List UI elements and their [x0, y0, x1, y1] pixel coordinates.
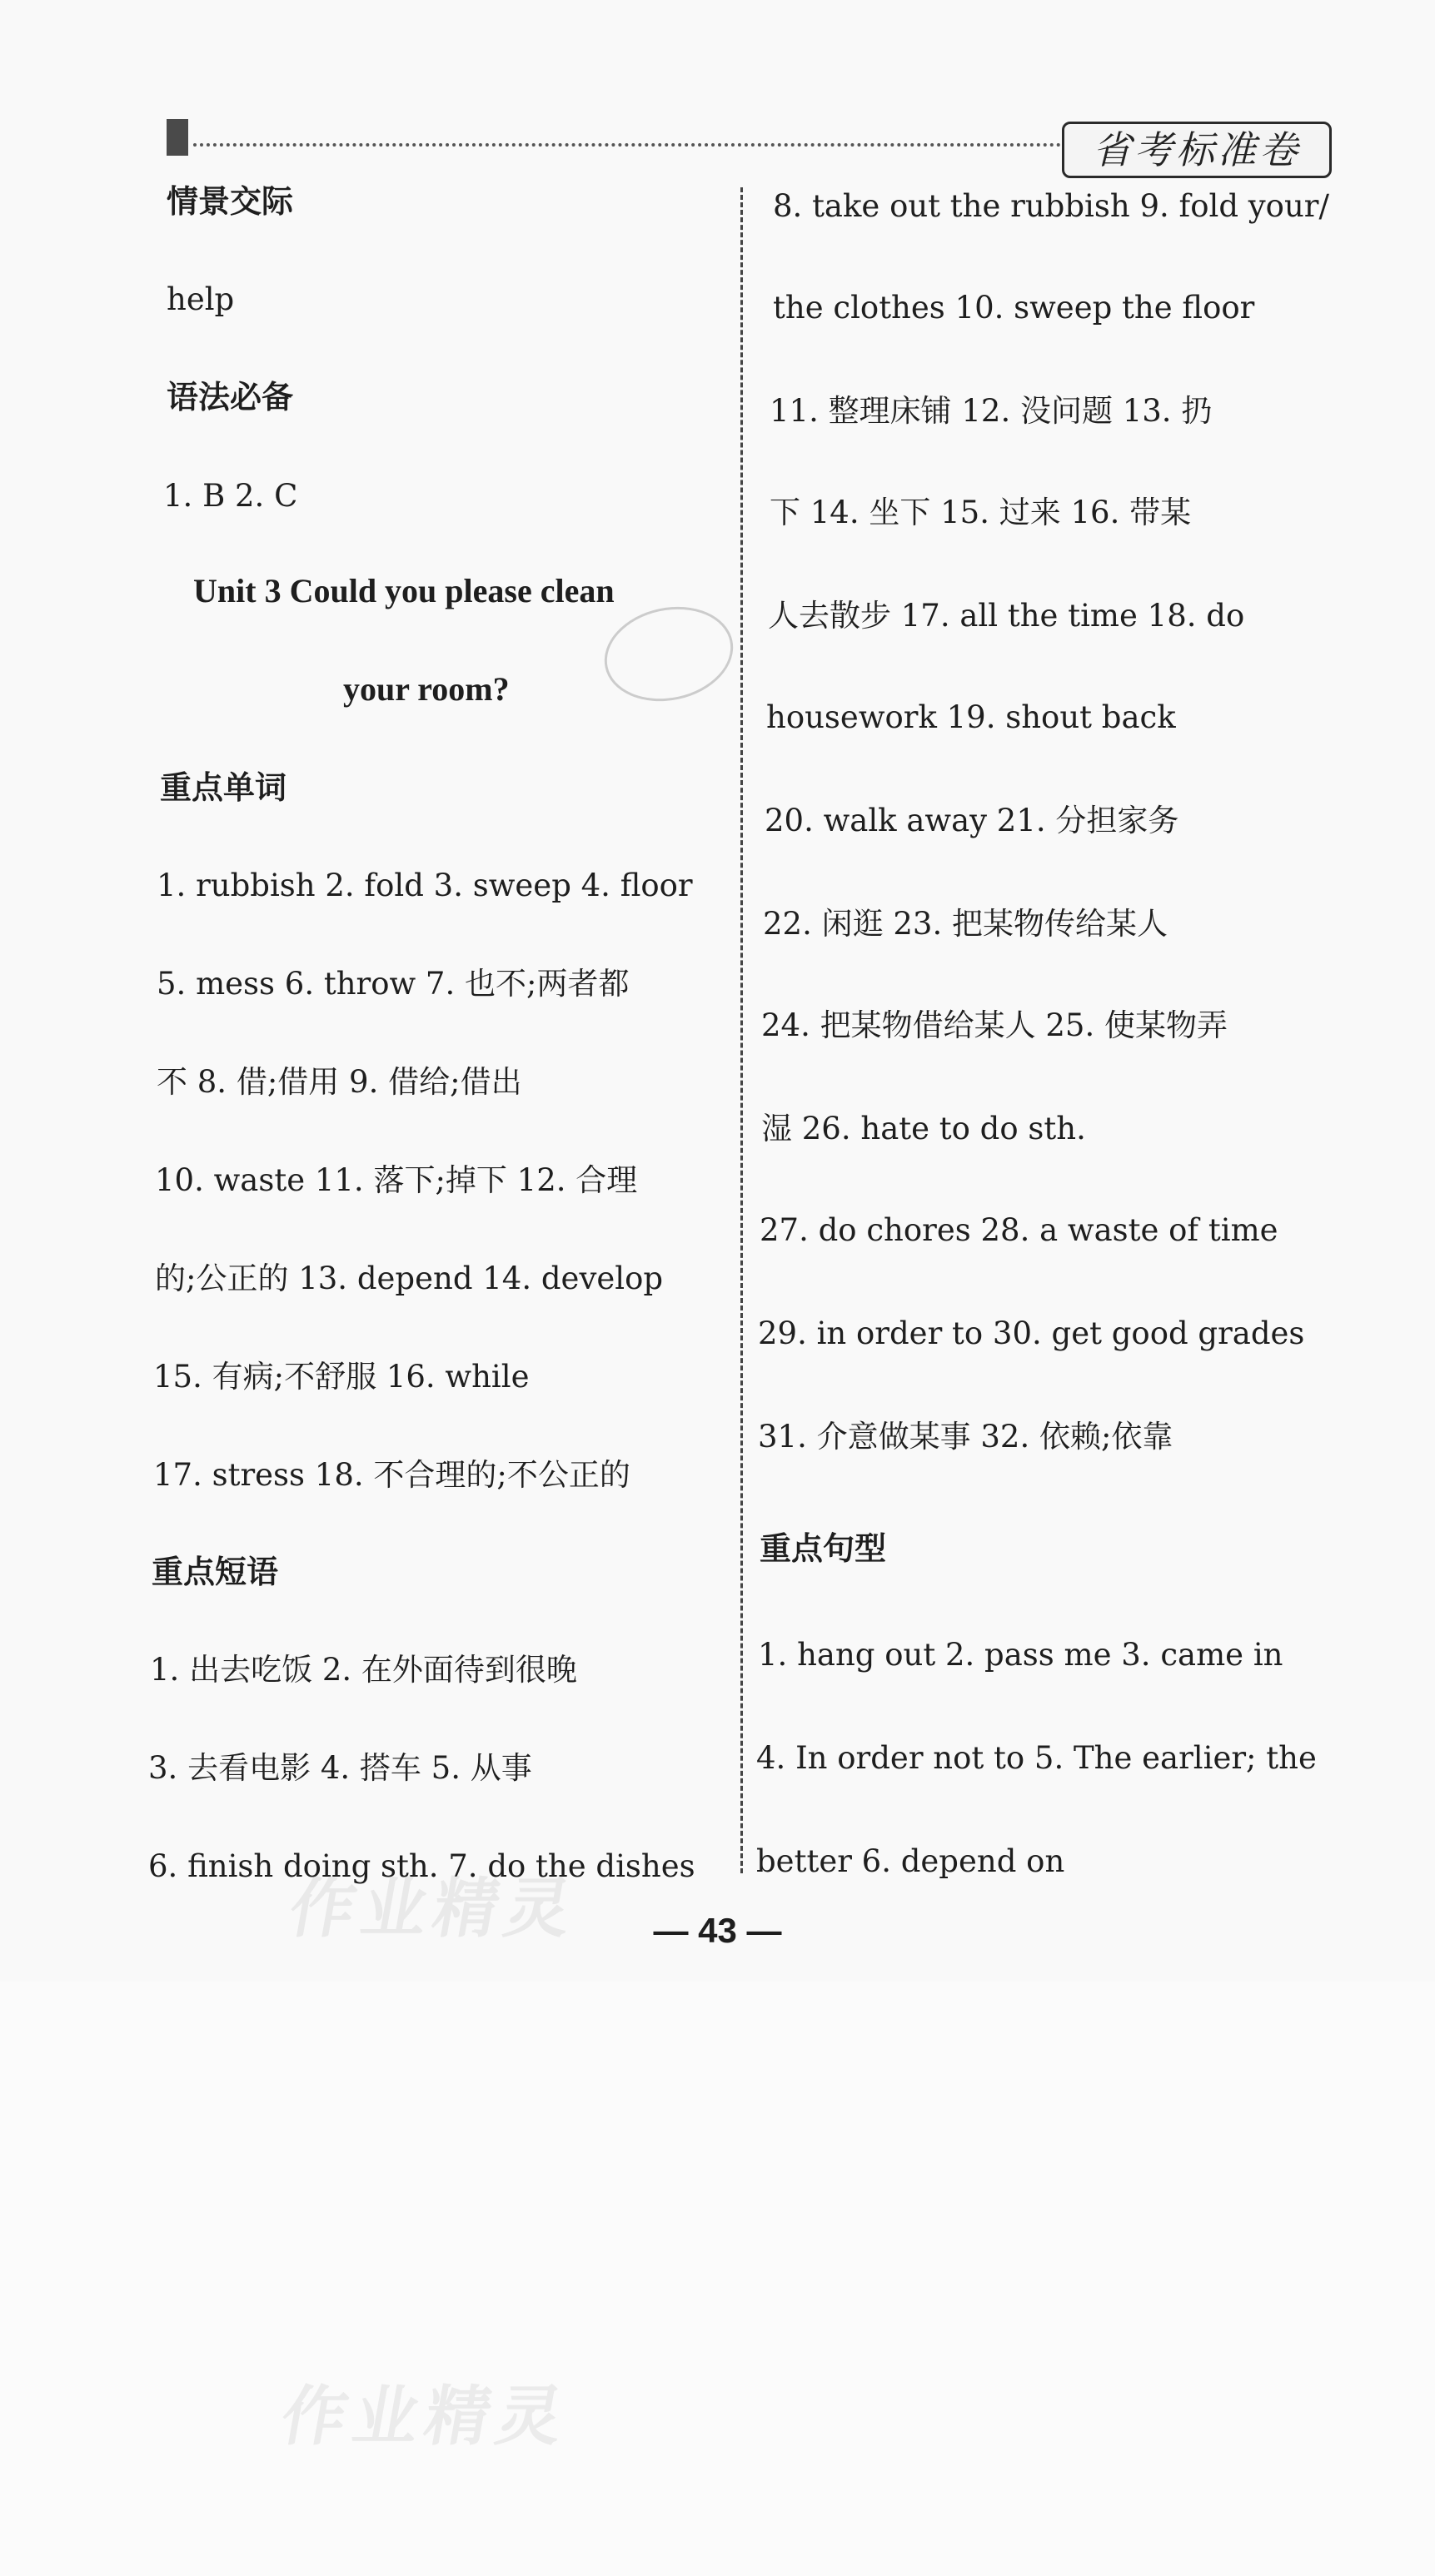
header-dotted-rule	[193, 143, 1068, 147]
section-heading: 语法必备	[167, 379, 294, 415]
answer-line: 24. 把某物借给某人 25. 使某物弄	[761, 1007, 1228, 1043]
header-marker	[167, 119, 188, 156]
answer-line: better 6. depend on	[756, 1843, 1065, 1879]
answer-line: 的;公正的 13. depend 14. develop	[155, 1261, 664, 1296]
answer-line: 3. 去看电影 4. 搭车 5. 从事	[148, 1750, 532, 1786]
section-heading: 情景交际	[167, 183, 294, 220]
answer-line: 1. rubbish 2. fold 3. sweep 4. floor	[157, 868, 693, 903]
unit-title-cont: your room?	[343, 670, 510, 708]
answer-line: 6. finish doing sth. 7. do the dishes	[148, 1848, 695, 1884]
answer-line: 5. mess 6. throw 7. 也不;两者都	[157, 966, 630, 1002]
answer-line: 1. B 2. C	[163, 478, 298, 514]
answer-line: 27. do chores 28. a waste of time	[760, 1212, 1278, 1248]
unit-title: Unit 3 Could you please clean	[193, 572, 615, 609]
section-heading: 重点句型	[760, 1530, 887, 1567]
section-heading: 重点单词	[160, 769, 287, 806]
answer-line: 1. hang out 2. pass me 3. came in	[758, 1637, 1283, 1673]
answer-line: 22. 闲逛 23. 把某物传给某人	[763, 906, 1168, 942]
answer-line: 17. stress 18. 不合理的;不公正的	[153, 1457, 630, 1493]
watermark-text: 作业精灵	[283, 1872, 584, 1947]
answer-line: the clothes 10. sweep the floor	[773, 290, 1255, 326]
answer-line: 湿 26. hate to do sth.	[761, 1111, 1086, 1146]
answer-line: 20. walk away 21. 分担家务	[765, 803, 1179, 838]
answer-line: housework 19. shout back	[766, 699, 1176, 735]
answer-line: 31. 介意做某事 32. 依赖;依靠	[758, 1419, 1173, 1455]
column-divider	[740, 187, 743, 1873]
answer-line: 11. 整理床铺 12. 没问题 13. 扔	[770, 393, 1213, 429]
answer-line: 人去散步 17. all the time 18. do	[768, 598, 1245, 634]
answer-line: 4. In order not to 5. The earlier; the	[756, 1740, 1317, 1776]
answer-line: 10. waste 11. 落下;掉下 12. 合理	[155, 1162, 638, 1198]
brand-label: 省考标准卷	[1062, 122, 1332, 178]
answer-line: 下 14. 坐下 15. 过来 16. 带某	[770, 495, 1192, 530]
answer-line: 29. in order to 30. get good grades	[758, 1315, 1305, 1351]
section-heading: 重点短语	[152, 1554, 279, 1590]
page-number: — 43 —	[653, 1911, 782, 1950]
answer-line: 8. take out the rubbish 9. fold your/	[773, 188, 1329, 224]
watermark-stamp	[595, 595, 742, 713]
answer-line: 15. 有病;不舒服 16. while	[153, 1359, 530, 1395]
watermark-text: 作业精灵	[275, 2380, 575, 2454]
answer-line: help	[167, 281, 235, 317]
answer-line: 1. 出去吃饭 2. 在外面待到很晚	[150, 1652, 577, 1688]
answer-line: 不 8. 借;借用 9. 借给;借出	[157, 1064, 522, 1100]
